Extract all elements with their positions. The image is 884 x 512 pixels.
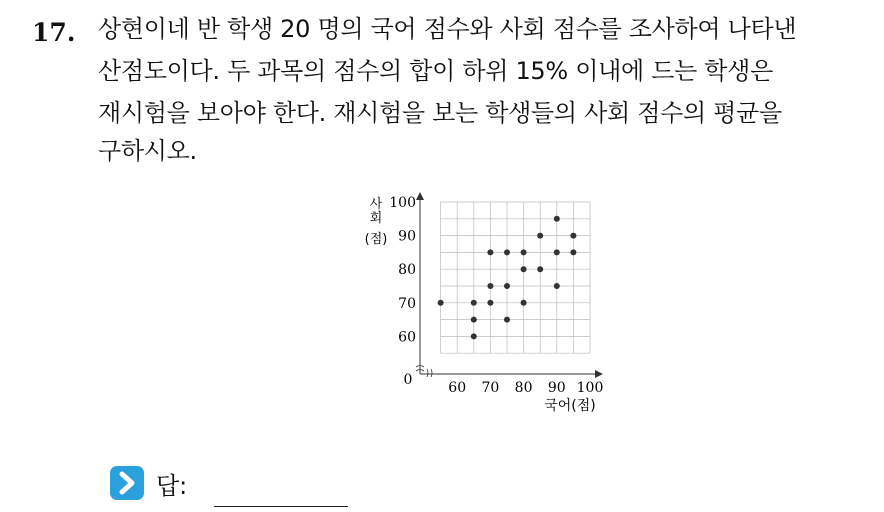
data-point bbox=[521, 300, 527, 306]
y-axis-label-char-1: 사 bbox=[369, 197, 383, 212]
data-point bbox=[554, 216, 560, 222]
data-point bbox=[504, 317, 510, 323]
axis-break-icon bbox=[427, 369, 432, 377]
x-tick-label: 80 bbox=[514, 380, 533, 396]
y-tick-label: 80 bbox=[398, 262, 416, 279]
data-point bbox=[487, 283, 493, 289]
data-point bbox=[537, 233, 543, 239]
data-point bbox=[471, 333, 477, 339]
y-axis-label-unit: (점) bbox=[364, 232, 388, 247]
question-text-line-1: 상현이네 반 학생 20 명의 국어 점수와 사회 점수를 조사하여 나타낸 bbox=[98, 15, 797, 43]
y-tick-label: 90 bbox=[398, 228, 416, 245]
data-point bbox=[487, 249, 493, 255]
data-point bbox=[521, 266, 527, 272]
data-point bbox=[471, 300, 477, 306]
data-point bbox=[554, 249, 560, 255]
scatter-plot bbox=[346, 188, 616, 428]
origin-label: 0 bbox=[403, 372, 413, 388]
x-tick-label: 100 bbox=[576, 380, 604, 396]
grid bbox=[441, 202, 590, 353]
answer-label: 답: bbox=[156, 472, 188, 500]
question-text-line-4: 구하시오. bbox=[98, 137, 197, 165]
data-point bbox=[487, 300, 493, 306]
x-tick-label: 60 bbox=[448, 380, 467, 396]
x-axis-label: 국어(점) bbox=[544, 398, 596, 414]
data-point bbox=[521, 249, 527, 255]
question-number: 17. bbox=[32, 18, 76, 47]
data-point bbox=[554, 283, 560, 289]
data-point bbox=[471, 317, 477, 323]
answer-blank[interactable] bbox=[214, 506, 348, 507]
y-axis-label-char-2: 회 bbox=[369, 211, 383, 226]
data-point bbox=[504, 283, 510, 289]
chevron-right-icon bbox=[110, 466, 144, 500]
y-tick-label: 60 bbox=[398, 329, 416, 346]
data-point bbox=[570, 249, 576, 255]
y-tick-label: 100 bbox=[389, 195, 416, 211]
question-text-line-2: 산점도이다. 두 과목의 점수의 합이 하위 15% 이내에 드는 학생은 bbox=[98, 57, 773, 85]
data-point bbox=[570, 233, 576, 239]
question-text-line-3: 재시험을 보아야 한다. 재시험을 보는 학생들의 사회 점수의 평균을 bbox=[98, 99, 782, 127]
x-tick-label: 90 bbox=[547, 380, 566, 396]
data-point bbox=[438, 300, 444, 306]
data-point bbox=[537, 266, 543, 272]
x-tick-label: 70 bbox=[481, 380, 500, 396]
y-tick-label: 70 bbox=[398, 295, 416, 312]
data-point bbox=[504, 249, 510, 255]
